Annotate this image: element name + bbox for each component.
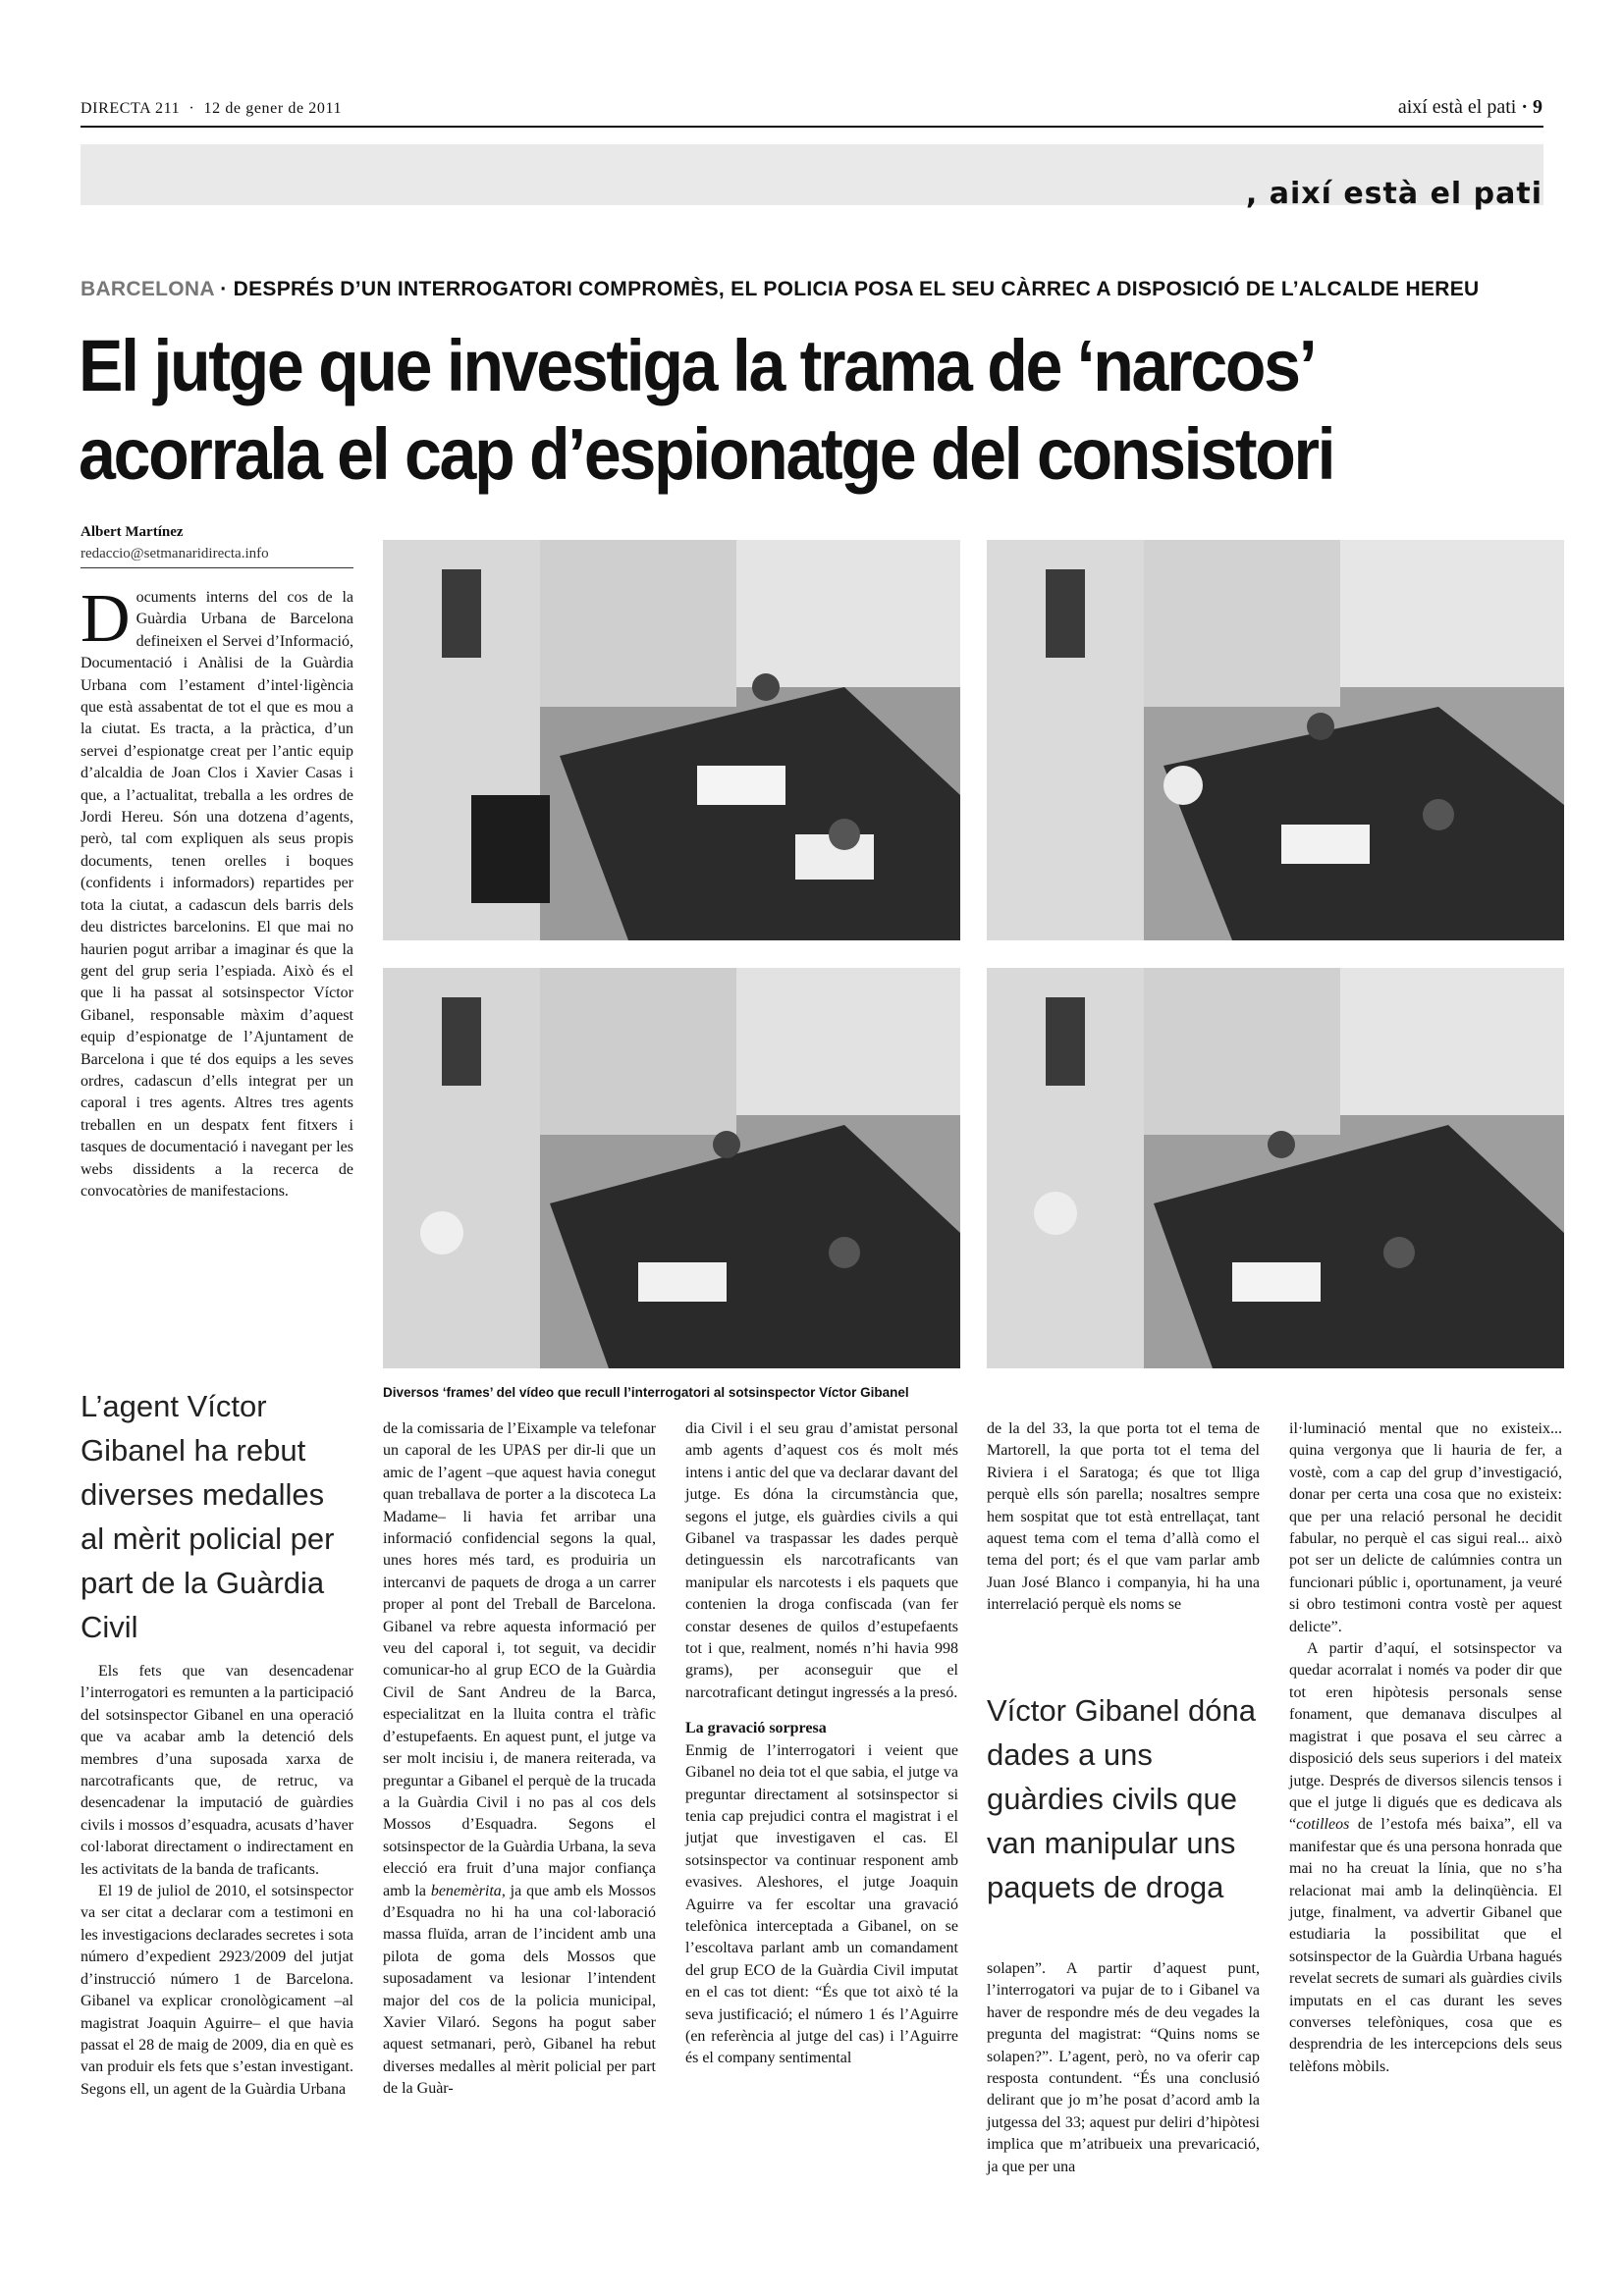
section-name: , així està el pati bbox=[1245, 177, 1542, 211]
photo-caption: Diversos ‘frames’ del vídeo que recull l’interrogatori al sotsinspector Víctor Gibanel bbox=[383, 1385, 909, 1400]
kicker bbox=[81, 278, 1480, 301]
masthead-section-page: així està el pati · 9 bbox=[1397, 96, 1542, 118]
headline-line-2: acorrala el cap d’espionatge del consistori bbox=[79, 413, 1334, 495]
headline bbox=[79, 322, 1434, 499]
publication-name: DIRECTA 211 bbox=[81, 100, 181, 117]
body-column-5 bbox=[1289, 1418, 1562, 2078]
body-text: A partir d’aquí, el sotsinspector va quedar acorralat i només va poder dir que tot eren hipòtesis personals sense fonament, que demanava disculpes al magistrat i que posava el seu càrrec a disposició dels seus superiors i del mateix jutge. Després de diversos silencis tensos i que el jutge li digués que es dedicava als “ bbox=[1289, 1640, 1562, 1834]
byline-email: redaccio@setmanaridirecta.info bbox=[81, 546, 269, 561]
surveillance-frame-image bbox=[383, 968, 960, 1368]
page-number: 9 bbox=[1533, 96, 1542, 118]
section-short: així està el pati bbox=[1397, 96, 1517, 118]
body-paragraph: El 19 de juliol de 2010, el sotsinspector va ser citat a declarar com a testimoni en les investigacions declarades secretes i sota número d’expedient 2923/2009 del jutjat d’instrucció número 1 de Barcelona. Gibanel va explicar cronològicament –al magistrat Joaquin Aguirre– el que havia passat el 28 de maig de 2009, dia en què es van produir els fets que s’estan investigant. Segons ell, un agent de la Guàrdia Urbana bbox=[81, 1883, 353, 2098]
pullquote-2: Víctor Gibanel dóna dades a uns guàrdies civils que van manipular uns paquets de droga bbox=[987, 1693, 1257, 1904]
body-emphasis: cotilleos bbox=[1296, 1816, 1350, 1834]
photo-frame-2 bbox=[987, 540, 1564, 940]
body-paragraph: il·luminació mental que no existeix... quina vergonya que li hauria de fer, a vostè, com a cap del grup d’investigació, donar per certa una cosa que no existeix: que per una relació personal he decidit fabular, no perquè el cas sigui real... això pot ser un delicte de calúmnies contra un funcionari públic i, oportunament, ja veuré si obro testimoni contra vostè per aquest delicte”. bbox=[1289, 1420, 1562, 1635]
subheading: La gravació sorpresa bbox=[685, 1720, 827, 1737]
body-column-4-top bbox=[987, 1418, 1260, 1617]
body-paragraph: Enmig de l’interrogatori i veient que Gibanel no deia tot el que sabia, el jutge va preguntar directament al sotsinspector si tenia cap prejudici contra el magistrat i el jutjat que investigaven el cas. El sotsinspector va continuar responent amb evasives. Aleshores, el jutge Joaquin Aguirre va fer escoltar una gravació telefònica interceptada a Gibanel, on se l’escoltava parlant amb un comandament del grup ECO de la Guàrdia Civil imputat en el cas tot dient: “És que tot això té la seva justificació; el número 1 és l’Aguirre (en referència al jutge del cas) i l’Aguirre és el company sentimental bbox=[685, 1741, 958, 2067]
body-text: de l’estofa més baixa”, ell va manifestar que és una persona honrada que mai no ha creuat la línia, que no s’ha relacionat mai amb la delinqüència. El jutge, finalment, va advertir Gibanel que estudiaria la possibilitat que el sotsinspector de la Guàrdia Urbana hagués revelat secrets de sumari als guàrdies civils imputats en el cas durant les seves converses telefòniques, cosa que es desprendria de les intercepcions dels seus telèfons mòbils. bbox=[1289, 1816, 1562, 2075]
pullquote-1: L’agent Víctor Gibanel ha rebut diverses medalles al mèrit policial per part de la Guàrdia Civil bbox=[81, 1389, 335, 1644]
intro-column bbox=[81, 581, 353, 1202]
surveillance-frame-image bbox=[383, 540, 960, 940]
intro-text: ocuments interns del cos de la Guàrdia Urbana de Barcelona defineixen el Servei d’Informació, Documentació i Anàlisi de la Guàrdia Urbana com l’estament d’intel·ligència que està assabentat de tot el que es mou a la ciutat. Es tracta, a la pràctica, d’un servei d’espionatge creat per l’antic equip d’alcaldia de Joan Clos i Xavier Casas i que, a l’actualitat, treballa a les ordres de Jordi Hereu. Són una dotzena d’agents, però, tal com expliquen als seus propis documents, tenen orelles i boques (confidents i informadors) repartides per tota la ciutat, a cadascun dels barris dels deu districtes barcelonins. El que mai no haurien pogut arribar a imaginar és que la gent del grup seria l’espiada. Això és el que li ha passat al sotsinspector Víctor Gibanel, responsable màxim d’aquest equip d’espionatge de l’Ajuntament de Barcelona i que té dos equips a les seves ordres, cadascun d’ells integrat per un caporal i tres agents. Altres tres agents treballen en un despatx fent fitxers i tasques de documentació i navegant per les webs dissidents a la recerca de convocatòries de manifestacions. bbox=[81, 589, 353, 1200]
masthead-publication-date bbox=[81, 100, 342, 118]
surveillance-frame-image bbox=[987, 540, 1564, 940]
body-column-1 bbox=[81, 1661, 353, 2101]
photo-frame-3 bbox=[383, 968, 960, 1368]
surveillance-frame-image bbox=[987, 968, 1564, 1368]
body-paragraph: Els fets que van desencadenar l’interrogatori es remunten a la participació del sotsinspector Gibanel en una operació que va acabar amb la detenció dels membres d’una suposada xarxa de narcotraficants que, de retruc, va desencadenar la imputació de guàrdies civils i mossos d’esquadra, acusats d’haver col·laborat directament o indirectament en les activitats de la banda de traficants. bbox=[81, 1663, 353, 1878]
kicker-place: BARCELONA bbox=[81, 278, 215, 300]
top-rule bbox=[81, 126, 1543, 128]
body-emphasis: benemèrita bbox=[430, 1882, 502, 1899]
intro-paragraph bbox=[81, 581, 353, 1202]
masthead-separator: · bbox=[189, 100, 195, 117]
byline-author: Albert Martínez bbox=[81, 524, 184, 540]
photo-frame-4 bbox=[987, 968, 1564, 1368]
body-paragraph: dia Civil i el seu grau d’amistat personal amb agents d’aquest cos és molt més intens i antic del que va declarar davant del jutge. Es dóna la circumstància que, segons el jutge, els guàrdies civils a qui Gibanel va traspassar les dades perquè detinguessin els narcotraficants van manipular els narcotests i els paquets que contenien la droga confiscada (van fer constar desenes de quilos d’estupefaents tot i que, realment, només n’hi havia 998 grams), per aconseguir que el narcotraficant detingut ingressés a la presó. bbox=[685, 1420, 958, 1701]
kicker-text: · DESPRÉS D’UN INTERROGATORI COMPROMÈS, EL POLICIA POSA EL SEU CÀRREC A DISPOSICIÓ DE L’ALCALDE HEREU bbox=[220, 278, 1480, 300]
body-paragraph: solapen”. A partir d’aquest punt, l’interrogatori va pujar de to i Gibanel va haver de respondre més de deu vegades la pregunta del magistrat: “Quins noms se solapen?”. L’agent, però, no va oferir cap resposta contundent. “És una conclusió delirant que jo m’he posat d’acord amb la jutgessa del 33; aquest pur deliri d’hipòtesi implica que m’atribueix una prevaricació, ja que per una bbox=[987, 1960, 1260, 2175]
body-text: de la comissaria de l’Eixample va telefonar un caporal de les UPAS per dir-li que un amic de l’agent –que aquest havia conegut quan treballava de porter a la discoteca La Madame– li havia fet arribar una informació confidencial segons la qual, unes hores més tard, es produiria un intercanvi de paquets de droga a un carrer proper al pont del Treball de Barcelona. Gibanel va rebre aquesta informació per veu del caporal i, tot seguit, va decidir comunicar-ho al grup ECO de la Guàrdia Civil de Sant Andreu de la Barca, especialitzat en la lluita contra el tràfic d’estupefaents. En aquest punt, el jutge va ser molt incisiu i, de manera reiterada, va preguntar a Gibanel el perquè de la trucada a la Guàrdia Civil i no pas al cos dels Mossos d’Esquadra. Segons el sotsinspector de la Guàrdia Urbana, la seva elecció era fruit d’una major confiança amb la bbox=[383, 1420, 656, 1899]
body-column-2 bbox=[383, 1418, 656, 2101]
body-paragraph: de la del 33, la que porta tot el tema de Martorell, la que porta tot el tema del Riviera i el Saratoga; és que tot lliga perquè ells són parella; nosaltres sempre hem sospitat que tot està entrellaçat, tant aquest tema com el tema d’allà como el tema del port; és el que vam parlar amb Juan José Blanco i companyia, hi ha una interrelació perquè els noms se bbox=[987, 1420, 1260, 1614]
body-text: , ja que amb els Mossos d’Esquadra no hi ha una col·laboració massa fluïda, arran de l’incident amb una pilota de goma dels Mossos que suposadament va lesionar l’intendent major del cos de la policia municipal, Xavier Vilaró. Segons ha pogut saber aquest setmanari, però, Gibanel ha rebut diverses medalles al mèrit policial per part de la Guàr- bbox=[383, 1882, 657, 2098]
body-paragraph bbox=[383, 1418, 656, 2101]
headline-line-1: El jutge que investiga la trama de ‘narcos’ bbox=[79, 325, 1316, 406]
body-paragraph bbox=[1289, 1638, 1562, 2078]
body-column-4-bottom bbox=[987, 1958, 1260, 2178]
issue-date: 12 de gener de 2011 bbox=[203, 100, 343, 117]
byline-rule bbox=[81, 567, 353, 568]
photo-frame-1 bbox=[383, 540, 960, 940]
body-column-3 bbox=[685, 1418, 958, 2070]
drop-cap: D bbox=[81, 581, 131, 657]
